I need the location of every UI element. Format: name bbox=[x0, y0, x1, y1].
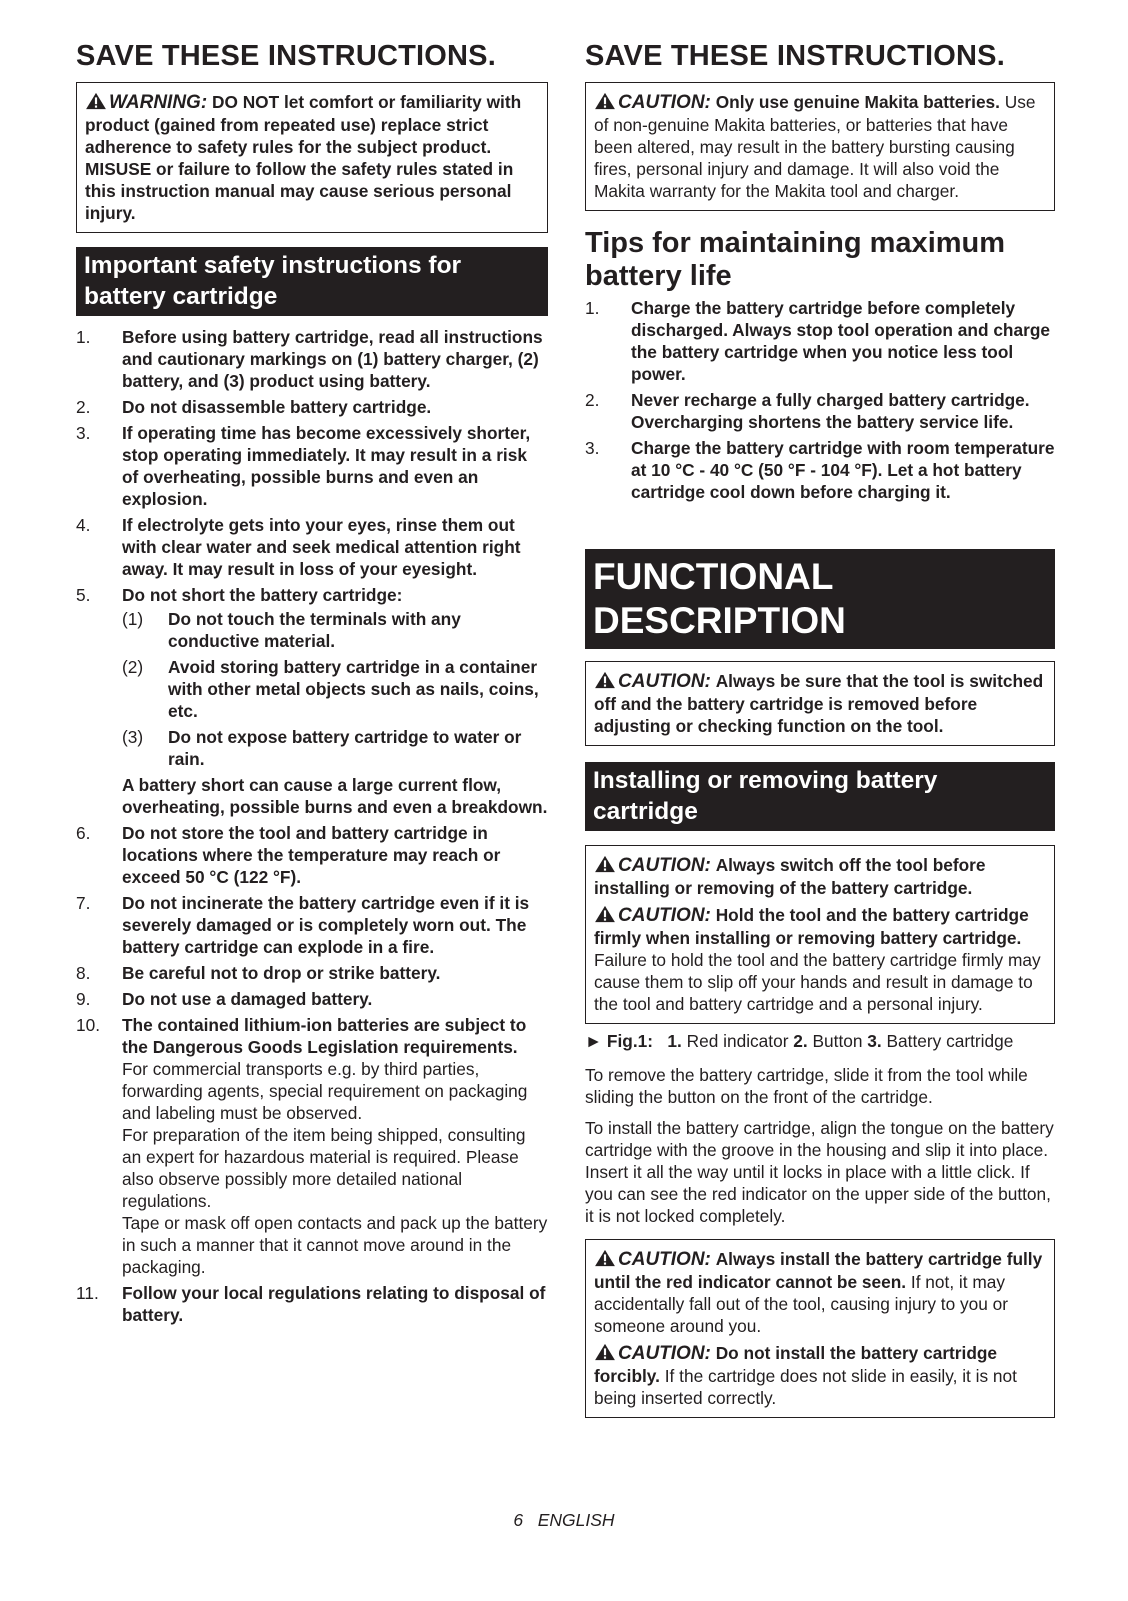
warning-triangle-icon bbox=[85, 92, 107, 110]
caution-text: Use of non-genuine Makita batteries, or batteries that have been altered, may result in the battery bursting causing fires, personal injury and damage. It will also void the Makita warranty for the Makita tool and charger. bbox=[594, 92, 1036, 202]
sub-list-item: (1) Do not touch the terminals with any conductive material. bbox=[122, 609, 461, 652]
list-item: 1. Charge the battery cartridge before completely discharged. Always stop tool operation and charge the battery cartridge when you notice less tool power. bbox=[585, 298, 1050, 385]
warning-triangle-icon bbox=[594, 1249, 616, 1267]
caution-box-install-fully bbox=[585, 1239, 1055, 1418]
list-item: 5. Do not short the battery cartridge: (1) Do not touch the terminals with any conductive material. (2) Avoid storing battery cartridge in a container with other metal objects such as nails, coins, etc. (3) Do not expose battery cartridge to water or rain. A battery short can cause a large current flow, overheating, possible burns and even a breakdown. bbox=[76, 585, 548, 818]
warning-triangle-icon bbox=[594, 905, 616, 923]
warning-triangle-icon bbox=[594, 92, 616, 110]
warning-text: DO NOT let comfort or familiarity with product (gained from repeated use) replace strict adherence to safety rules for the subject product. MISUSE or failure to follow the safety rules stated in this instruction manual may cause serious personal injury. bbox=[85, 92, 522, 224]
safety-list bbox=[76, 326, 548, 1326]
caution-text: Failure to hold the tool and the battery cartridge firmly may cause them to slip off your hands and result in damage to the tool and battery cartridge and a personal injury. bbox=[594, 950, 1041, 1015]
left-column bbox=[76, 40, 548, 1330]
caution-text: If the cartridge does not slide in easily, it is not being inserted correctly. bbox=[594, 1366, 1017, 1409]
warning-triangle-icon bbox=[594, 855, 616, 873]
list-item: 9. Do not use a damaged battery. bbox=[76, 989, 373, 1010]
caution-box-installing bbox=[585, 845, 1055, 1024]
caution-bold-text: Always install the battery cartridge fully until the red indicator cannot be seen. bbox=[594, 1249, 1043, 1293]
list-item: 3. If operating time has become excessively shorter, stop operating immediately. It may result in a risk of overheating, possible burns and even an explosion. bbox=[76, 423, 531, 510]
list-item: 3. Charge the battery cartridge with room temperature at 10 °C - 40 °C (50 °F - 104 °F). Let a hot battery cartridge cool down before charging it. bbox=[585, 438, 1055, 503]
warning-label: WARNING: bbox=[109, 92, 208, 114]
caution-label: CAUTION: bbox=[618, 1343, 711, 1365]
warning-triangle-icon bbox=[594, 1343, 616, 1361]
warning-box bbox=[76, 82, 548, 233]
caution-label: CAUTION: bbox=[618, 671, 711, 693]
save-instructions-title: SAVE THESE INSTRUCTIONS. bbox=[585, 40, 1005, 72]
sub-list-item: (3) Do not expose battery cartridge to water or rain. bbox=[122, 727, 522, 770]
caution-label: CAUTION: bbox=[618, 905, 711, 927]
save-instructions-title: SAVE THESE INSTRUCTIONS. bbox=[76, 40, 496, 72]
list-item: 8. Be careful not to drop or strike battery. bbox=[76, 963, 441, 984]
caution-box-switch-off bbox=[585, 661, 1055, 746]
caution-label: CAUTION: bbox=[618, 855, 711, 877]
list-item: 4. If electrolyte gets into your eyes, rinse them out with clear water and seek medical attention right away. It may result in loss of your eyesight. bbox=[76, 515, 521, 580]
list-item: 2. Never recharge a fully charged battery cartridge. Overcharging shortens the battery service life. bbox=[585, 390, 1030, 433]
caution-box-genuine bbox=[585, 82, 1055, 211]
transport-note: For commercial transports e.g. by third parties, forwarding agents, special requirement on packaging and labeling must be observed. bbox=[122, 1059, 528, 1124]
caution-label: CAUTION: bbox=[618, 92, 711, 114]
list-item: 7. Do not incinerate the battery cartridge even if it is severely damaged or is completely worn out. The battery cartridge can explode in a fire. bbox=[76, 893, 530, 958]
install-paragraph: To install the battery cartridge, align the tongue on the battery cartridge with the groove in the housing and slip it into place. Insert it all the way until it locks in place with a little click. If you can see the red indicator on the upper side of the button, it is not locked completely. bbox=[585, 1118, 1054, 1227]
caution-bold-text: Do not install the battery cartridge forcibly. bbox=[594, 1343, 998, 1387]
short-circuit-note: A battery short can cause a large current flow, overheating, possible burns and even a breakdown. bbox=[122, 775, 548, 818]
caution-bold-text: Only use genuine Makita batteries. bbox=[715, 92, 1000, 113]
sub-list-item: (2) Avoid storing battery cartridge in a container with other metal objects such as nails, coins, etc. bbox=[122, 657, 539, 722]
removal-paragraph: To remove the battery cartridge, slide it from the tool while sliding the button on the front of the cartridge. bbox=[585, 1065, 1028, 1108]
shipping-note: For preparation of the item being shipped, consulting an expert for hazardous material is required. Please also observe possibly more detailed national regulations. bbox=[122, 1125, 526, 1212]
right-column bbox=[585, 40, 1055, 1418]
caution-text: If not, it may accidentally fall out of the tool, causing injury to you or someone around you. bbox=[594, 1272, 1009, 1337]
sub-list bbox=[122, 608, 548, 770]
list-item: 1. Before using battery cartridge, read all instructions and cautionary markings on (1) battery charger, (2) battery, and (3) product using battery. bbox=[76, 327, 543, 392]
tips-title: Tips for maintaining maximum battery life bbox=[585, 227, 1006, 293]
tips-list bbox=[585, 297, 1055, 503]
caution-bold-text: Hold the tool and the battery cartridge firmly when installing or removing battery cartridge. bbox=[594, 905, 1029, 949]
list-item: 11. Follow your local regulations relating to disposal of battery. bbox=[76, 1283, 546, 1326]
list-item: 2. Do not disassemble battery cartridge. bbox=[76, 397, 432, 418]
list-item: 10. The contained lithium-ion batteries are subject to the Dangerous Goods Legislation requirements. For commercial transports e.g. by third parties, forwarding agents, special requirement on packaging and labeling must be observed. For preparation of the item being shipped, consulting an expert for hazardous material is required. Please also observe possibly more detailed national regulations. Tape or mask off open contacts and pack up the battery in such a manner that it cannot move around in the packaging. bbox=[76, 1015, 548, 1278]
section-title-safety: Important safety instructions for battery cartridge bbox=[76, 247, 548, 316]
functional-description-title: FUNCTIONAL DESCRIPTION bbox=[585, 549, 1055, 649]
caution-label: CAUTION: bbox=[618, 1249, 711, 1271]
caution-bold-text: Always switch off the tool before installing or removing of the battery cartridge. bbox=[594, 855, 986, 899]
packing-note: Tape or mask off open contacts and pack up the battery in such a manner that it cannot move around in the packaging. bbox=[122, 1213, 548, 1278]
page-footer: 6 ENGLISH bbox=[513, 1510, 615, 1530]
caution-bold-text: Always be sure that the tool is switched off and the battery cartridge is removed before adjusting or checking function on the tool. bbox=[594, 671, 1044, 737]
list-item: 6. Do not store the tool and battery cartridge in locations where the temperature may reach or exceed 50 °C (122 °F). bbox=[76, 823, 501, 888]
section-title-installing: Installing or removing battery cartridge bbox=[585, 762, 1055, 831]
figure-caption: ► Fig.1: 1. Red indicator 2. Button 3. Battery cartridge bbox=[585, 1031, 1014, 1052]
warning-triangle-icon bbox=[594, 671, 616, 689]
